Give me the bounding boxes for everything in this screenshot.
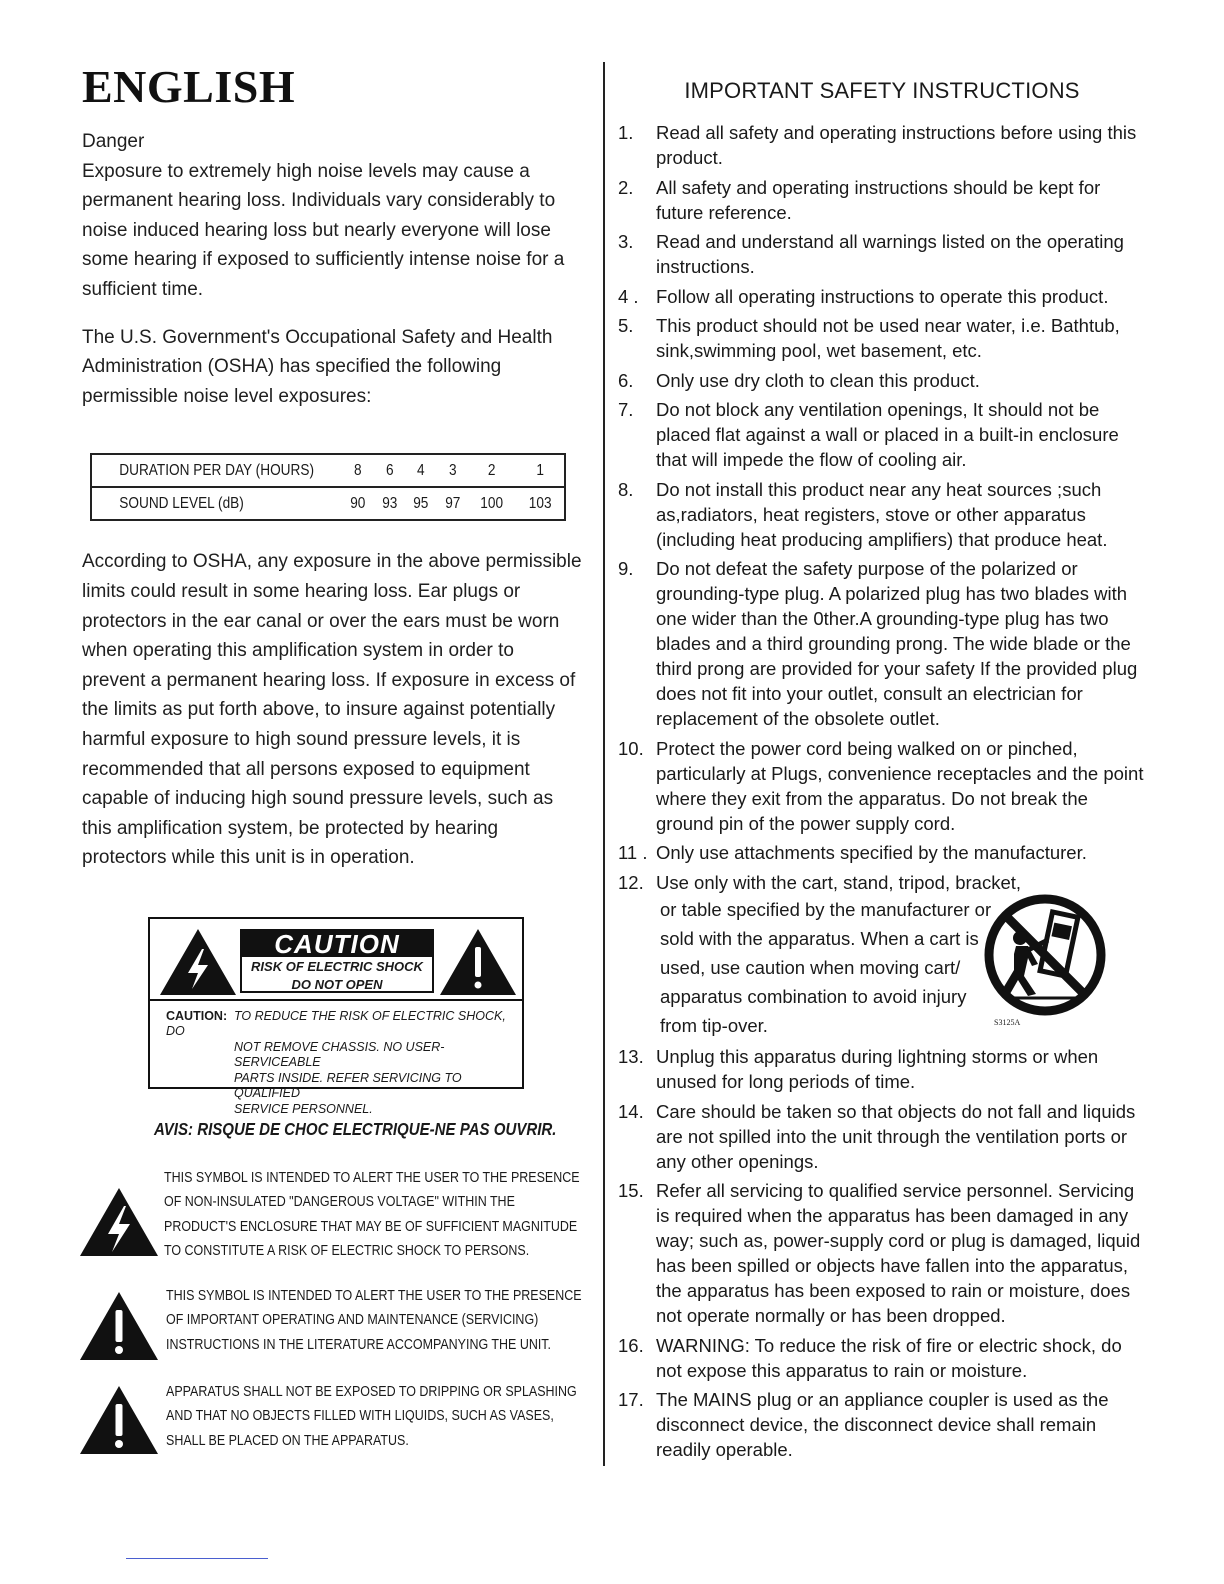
item-number: 17. (618, 1389, 644, 1410)
item-text: Care should be taken so that objects do not fall and liquids are not spilled into the unit through the ventilation ports or any other openings. (656, 1100, 1136, 1172)
sound-level-label: SOUND LEVEL (dB) (106, 487, 327, 520)
footer-rule (126, 1558, 268, 1559)
item-text: The MAINS plug or an appliance coupler is used as the disconnect device, the disconnect device shall remain readily operable. (656, 1389, 1109, 1460)
list-item (618, 1178, 1146, 1328)
safety-title: IMPORTANT SAFETY INSTRUCTIONS (684, 78, 1080, 103)
caution-header (150, 919, 522, 1001)
caution-line: SERVICE PERSONNEL. (234, 1101, 373, 1116)
item-number: 4 . (618, 285, 639, 307)
item-text: Refer all servicing to qualified service personnel. Servicing is required when the apparatus has been damaged in any way; such as, power-supply cord or plug is damaged, liquid has been spilled or objects have fallen into the apparatus, the apparatus has been exposed to rain or moisture, does not operate normally or has been dropped. (656, 1180, 1141, 1326)
symbol-line: APPARATUS SHALL NOT BE EXPOSED TO DRIPPING OR SPLASHING (166, 1383, 577, 1400)
symbol-line: TO CONSTITUTE A RISK OF ELECTRIC SHOCK TO PERSONS. (164, 1243, 530, 1260)
item-text: All safety and operating instructions should be kept for future reference. (656, 176, 1101, 223)
exclamation-triangle-icon (438, 927, 518, 997)
item-text: Protect the power cord being walked on or pinched, particularly at Plugs, convenience receptacles and the point where they exit from the apparatus. Do not break the ground pin of the power supply cord. (656, 737, 1144, 834)
caution-center-panel (240, 929, 434, 993)
item-number: 2. (618, 176, 634, 198)
list-item (618, 120, 1146, 170)
item-text: This product should not be used near water, i.e. Bathtub, sink,swimming pool, wet basement, etc. (656, 315, 1120, 361)
item-text: Follow all operating instructions to operate this product. (656, 285, 1109, 307)
table-cell: 2 (471, 454, 513, 487)
caution-label-box (148, 917, 524, 1116)
symbol-explanation (82, 1166, 582, 1262)
list-item (618, 284, 1146, 309)
item-text: sold with the apparatus. When a cart is (660, 927, 979, 949)
caution-sub-line: RISK OF ELECTRIC SHOCK (251, 958, 423, 974)
caution-title: CAUTION (242, 931, 432, 957)
table-cell: 6 (375, 454, 403, 487)
list-item (618, 556, 1146, 731)
page-heading: ENGLISH (82, 61, 296, 112)
item-text: Read and understand all warnings listed on the operating instructions. (656, 231, 1124, 277)
table-cell: 103 (519, 487, 562, 520)
item-number: 12. (618, 871, 644, 893)
list-item (618, 840, 1146, 865)
list-item (618, 175, 1146, 225)
symbol-description (164, 1166, 611, 1264)
item-text: Do not install this product near any heat sources ;such as,radiators, heat registers, stove or other apparatus (including heat producing amplifiers) that produce heat. (656, 478, 1108, 550)
item-text: Only use dry cloth to clean this product. (656, 369, 980, 391)
safety-list (618, 120, 1146, 1462)
item-text: from tip-over. (660, 1014, 768, 1036)
symbol-description (166, 1380, 613, 1454)
symbol-line: THIS SYMBOL IS INTENDED TO ALERT THE USER TO THE PRESENCE (166, 1287, 582, 1304)
symbol-line: OF NON-INSULATED "DANGEROUS VOLTAGE" WITHIN THE (164, 1194, 515, 1211)
item-number: 6. (618, 369, 634, 391)
item-number: 14. (618, 1100, 644, 1122)
list-item (618, 736, 1146, 836)
item-number: 9. (618, 558, 634, 579)
table-cell: 95 (407, 487, 435, 520)
table-cell: 93 (375, 487, 403, 520)
item-text: apparatus combination to avoid injury (660, 985, 967, 1007)
list-item (618, 870, 1146, 1040)
list-item (618, 1099, 1146, 1174)
table-cell: 4 (407, 454, 435, 487)
list-item (618, 477, 1146, 552)
exclamation-triangle-icon (78, 1290, 160, 1362)
symbol-description (166, 1284, 613, 1358)
list-item (618, 1044, 1146, 1094)
item-text: Do not block any ventilation openings, It should not be placed flat against a wall or placed in a built-in enclosure that will impede the flow of cooling air. (656, 399, 1119, 470)
item-text: used, use caution when moving cart/ (660, 956, 961, 978)
table-cell: 1 (519, 454, 562, 487)
symbol-explanation (82, 1380, 582, 1460)
caution-line: NOT REMOVE CHASSIS. NO USER-SERVICEABLE (234, 1039, 445, 1070)
table-cell: 97 (439, 487, 467, 520)
item-number: 13. (618, 1046, 644, 1067)
cart-image-caption: S3125A (994, 1017, 1021, 1027)
according-text: According to OSHA, any exposure in the above permissible limits could result in some hearing loss. Ear plugs or protectors in the ear canal or over the ears must be worn when operating this amplification system in order to prevent a permanent hearing loss. If exposure in excess of the limits as put forth above, to insure against potentially harmful exposure to high sound pressure levels, it is recommended that all persons exposed to equipment capable of inducing high sound pressure levels, such as this amplification system, be protected by hearing protectors while this unit is in operation. (82, 551, 582, 869)
symbol-line: OF IMPORTANT OPERATING AND MAINTENANCE (SERVICING) (166, 1312, 539, 1329)
osha-text: The U.S. Government's Occupational Safety and Health Administration (OSHA) has specified the following permissible noise level exposures: (82, 326, 553, 407)
danger-label: Danger (82, 131, 145, 152)
caution-sub-line: DO NOT OPEN (291, 976, 383, 992)
danger-text: Exposure to extremely high noise levels may cause a permanent hearing loss. Individuals vary considerably to noise induced hearing loss but nearly everyone will lose some hearing if exposed to sufficiently intense noise for a sufficient time. (82, 160, 565, 300)
noise-exposure-table (90, 453, 566, 521)
list-item (618, 368, 1146, 393)
lightning-triangle-icon (78, 1186, 160, 1258)
table-row (91, 454, 565, 487)
item-text: or table specified by the manufacturer or (660, 898, 992, 920)
item-text: Use only with the cart, stand, tripod, bracket, (656, 871, 1022, 893)
symbol-line: THIS SYMBOL IS INTENDED TO ALERT THE USER TO THE PRESENCE (164, 1169, 580, 1186)
caution-prefix: CAUTION: (166, 1008, 228, 1023)
list-item (618, 397, 1146, 472)
symbol-explanation (82, 1284, 582, 1360)
table-cell: 3 (439, 454, 467, 487)
caution-line: TO REDUCE THE RISK OF ELECTRIC SHOCK, DO (166, 1008, 506, 1039)
symbol-line: PRODUCT'S ENCLOSURE THAT MAY BE OF SUFFICIENT MAGNITUDE (164, 1218, 578, 1235)
caution-instructions (166, 1009, 514, 1118)
duration-label: DURATION PER DAY (HOURS) (106, 454, 327, 487)
item-text: WARNING: To reduce the risk of fire or electric shock, do not expose this apparatus to rain or moisture. (656, 1334, 1122, 1381)
table-cell: 100 (471, 487, 513, 520)
item-number: 8. (618, 478, 634, 500)
table-cell: 90 (344, 487, 372, 520)
list-item (618, 1387, 1146, 1462)
item-text: Read all safety and operating instructions before using this product. (656, 122, 1137, 168)
item-text: Only use attachments specified by the manufacturer. (656, 842, 1087, 863)
list-item (618, 229, 1146, 279)
exclamation-triangle-icon (78, 1384, 160, 1456)
caution-line: PARTS INSIDE. REFER SERVICING TO QUALIFIED (234, 1070, 462, 1101)
item-number: 11 . (618, 842, 648, 863)
list-item (618, 313, 1146, 363)
item-number: 3. (618, 231, 634, 252)
lightning-triangle-icon (158, 927, 238, 997)
table-row (91, 487, 565, 520)
right-column (618, 78, 1146, 1467)
avis-warning: AVIS: RISQUE DE CHOC ELECTRIQUE-NE PAS OUVRIR. (154, 1118, 557, 1139)
item-number: 1. (618, 122, 634, 143)
item-number: 5. (618, 315, 634, 336)
item-number: 10. (618, 737, 644, 759)
left-column (82, 60, 582, 1460)
cart-tipover-icon (984, 894, 1106, 1016)
table-cell: 8 (344, 454, 372, 487)
item-number: 7. (618, 399, 634, 420)
item-text: Unplug this apparatus during lightning storms or when unused for long periods of time. (656, 1046, 1099, 1092)
symbol-line: INSTRUCTIONS IN THE LITERATURE ACCOMPANYING THE UNIT. (166, 1336, 551, 1353)
list-item (618, 1333, 1146, 1383)
item-number: 16. (618, 1334, 644, 1356)
symbol-line: AND THAT NO OBJECTS FILLED WITH LIQUIDS, SUCH AS VASES, (166, 1408, 554, 1425)
item-number: 15. (618, 1180, 644, 1201)
item-text: Do not defeat the safety purpose of the polarized or grounding-type plug. A polarized plug has two blades with one wider than the 0ther.A grounding-type plug has two blades and a third grounding prong. The wide blade or the third prong are provided for your safety If the provided plug does not fit into your outlet, consult an electrician for replacement of the obsolete outlet. (656, 558, 1138, 729)
symbol-line: SHALL BE PLACED ON THE APPARATUS. (166, 1432, 409, 1449)
